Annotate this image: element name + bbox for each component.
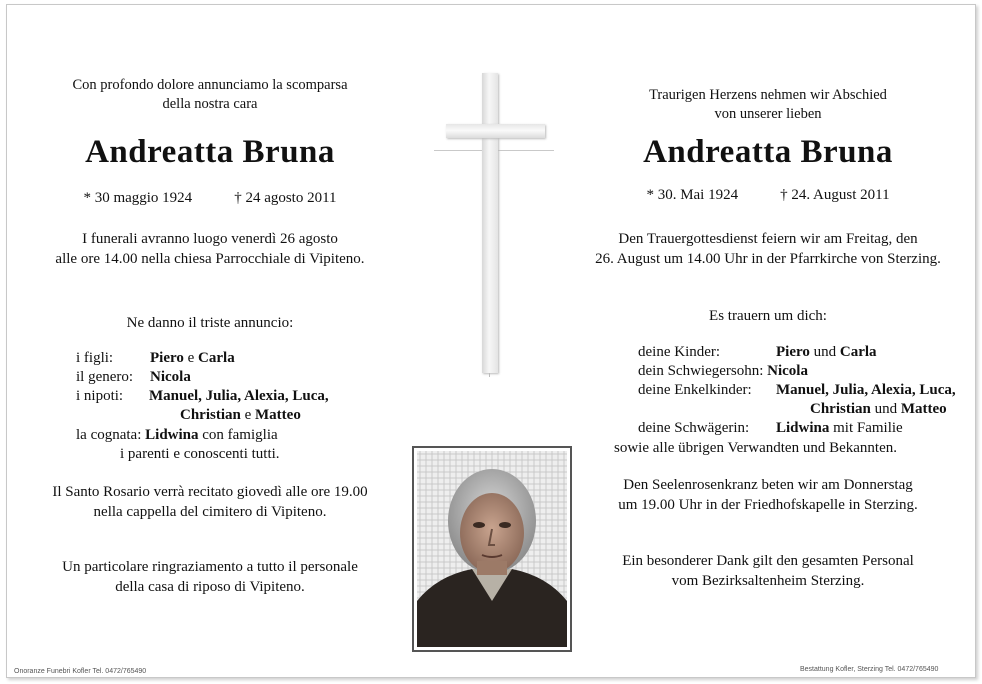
left-figli-label: i figli:	[76, 350, 114, 366]
left-nipoti-and: e	[244, 407, 252, 423]
right-funeral-line-1: Den Trauergottesdienst feiern wir am Freitag, den	[618, 231, 918, 247]
right-schwaegerin-rest: mit Familie	[833, 420, 903, 436]
right-others: sowie alle übrigen Verwandten und Bekannten.	[614, 440, 897, 456]
left-genero-label: il genero:	[76, 369, 134, 385]
left-nipoti-line-1: Manuel, Julia, Alexia, Luca,	[149, 388, 329, 404]
left-birth-date: * 30 maggio 1924	[83, 190, 193, 206]
portrait-frame	[412, 446, 572, 652]
left-dates	[30, 190, 390, 207]
right-enkel-label: deine Enkelkinder:	[638, 382, 752, 398]
left-figli-1: Piero	[150, 350, 184, 366]
left-intro	[30, 76, 390, 114]
right-footer: Bestattung Kofler, Sterzing Tel. 0472/765490	[800, 666, 939, 673]
left-others: i parenti e conoscenti tutti.	[120, 446, 280, 462]
right-announce: Es trauern um dich:	[709, 308, 827, 324]
right-thanks-line-2: vom Bezirksaltenheim Sterzing.	[671, 573, 865, 589]
left-thanks-line-2: della casa di riposo di Vipiteno.	[115, 579, 305, 595]
left-rosary-line-2: nella cappella del cimitero di Vipiteno.	[93, 504, 327, 520]
right-rosary-line-1: Den Seelenrosenkranz beten wir am Donnerstag	[623, 477, 913, 493]
right-intro	[588, 86, 948, 124]
right-enkel-line-2	[810, 399, 947, 419]
portrait-photo	[417, 451, 567, 647]
left-cognata-rest: con famiglia	[202, 427, 278, 443]
left-thanks-line-1: Un particolare ringraziamento a tutto il personale	[62, 559, 358, 575]
left-figli-and: e	[187, 350, 195, 366]
right-schwaegerin-names	[776, 418, 903, 438]
right-schwieger-name: Nicola	[767, 363, 808, 379]
left-footer: Onoranze Funebri Kofler Tel. 0472/765490	[14, 668, 147, 675]
cross-vertical-beam	[482, 73, 498, 373]
left-cognata-label: la cognata:	[76, 427, 142, 443]
right-enkel-2a: Christian	[810, 401, 871, 417]
left-nipoti-2b: Matteo	[255, 407, 301, 423]
left-nipoti-label: i nipoti:	[76, 388, 124, 404]
right-kinder-1: Piero	[776, 344, 810, 360]
right-funeral-info	[558, 229, 978, 269]
right-thanks-line-1: Ein besonderer Dank gilt den gesamten Personal	[622, 553, 914, 569]
right-schwieger-line	[638, 361, 808, 381]
right-thanks	[568, 551, 968, 591]
right-kinder-and: und	[813, 344, 837, 360]
left-announce: Ne danno il triste annuncio:	[126, 315, 294, 331]
left-funeral-info	[20, 229, 400, 269]
left-figli-2: Carla	[198, 350, 235, 366]
left-cognata-name: Lidwina	[145, 427, 199, 443]
left-intro-line-1: Con profondo dolore annunciamo la scomparsa	[72, 77, 348, 93]
right-death-date: † 24. August 2011	[780, 187, 890, 203]
left-rosary	[20, 482, 400, 522]
left-rosary-line-1: Il Santo Rosario verrà recitato giovedì alle ore 19.00	[52, 484, 368, 500]
right-schwieger-label: dein Schwiegersohn:	[638, 363, 764, 379]
left-thanks	[20, 557, 400, 597]
left-genero-name: Nicola	[150, 369, 191, 385]
right-enkel-2b: Matteo	[900, 401, 947, 417]
left-deceased-name: Andreatta Bruna	[85, 134, 335, 170]
right-deceased-name: Andreatta Bruna	[643, 134, 893, 170]
left-nipoti-2a: Christian	[180, 407, 241, 423]
portrait-illustration	[417, 451, 567, 647]
left-funeral-line-1: I funerali avranno luogo venerdì 26 agosto	[82, 231, 338, 247]
right-intro-line-2: von unserer lieben	[714, 106, 822, 122]
cross-horizontal-beam	[446, 124, 545, 138]
left-cognata-line	[76, 425, 278, 445]
left-figli-names	[150, 348, 235, 368]
right-kinder-names	[776, 342, 877, 362]
left-nipoti-line-2	[180, 405, 301, 425]
right-rosary-line-2: um 19.00 Uhr in der Friedhofskapelle in Sterzing.	[618, 497, 918, 513]
right-intro-line-1: Traurigen Herzens nehmen wir Abschied	[649, 87, 887, 103]
right-rosary	[568, 475, 968, 515]
right-enkel-line-1: Manuel, Julia, Alexia, Luca,	[776, 382, 956, 398]
left-death-date: † 24 agosto 2011	[234, 190, 337, 206]
right-schwaegerin-name: Lidwina	[776, 420, 830, 436]
right-dates	[588, 187, 948, 204]
right-birth-date: * 30. Mai 1924	[646, 187, 739, 203]
right-kinder-label: deine Kinder:	[638, 344, 721, 360]
left-intro-line-2: della nostra cara	[162, 96, 258, 112]
right-kinder-2: Carla	[839, 344, 877, 360]
left-funeral-line-2: alle ore 14.00 nella chiesa Parrocchiale di Vipiteno.	[55, 251, 365, 267]
right-enkel-and: und	[874, 401, 898, 417]
right-schwaegerin-label: deine Schwägerin:	[638, 420, 750, 436]
right-funeral-line-2: 26. August um 14.00 Uhr in der Pfarrkirche von Sterzing.	[595, 251, 941, 267]
